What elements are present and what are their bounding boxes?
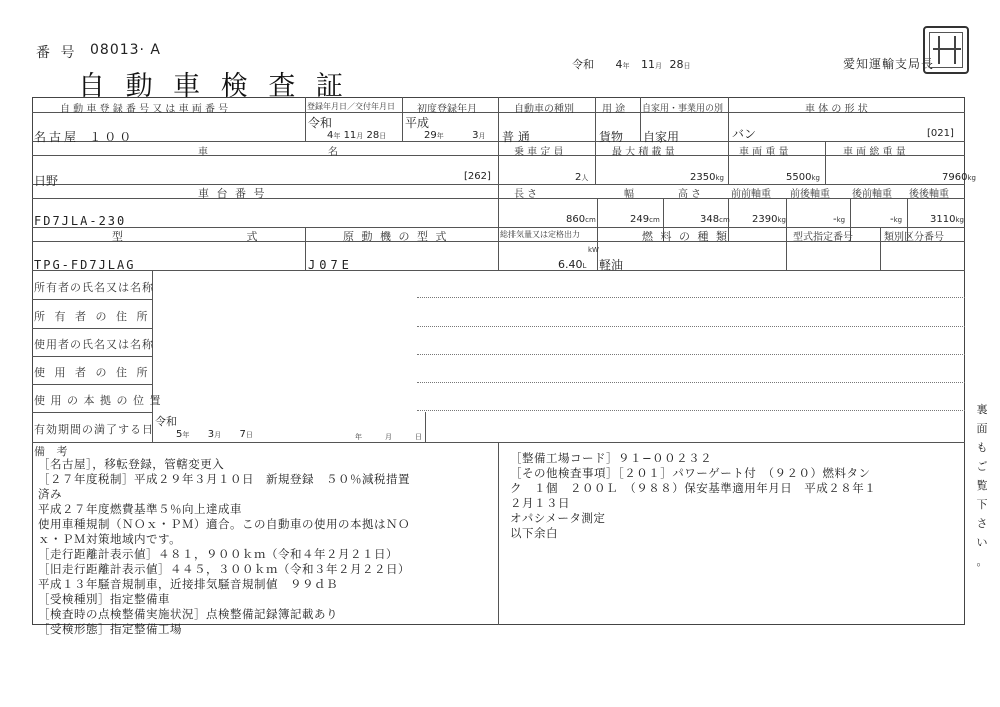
issue-day: 28 [669, 58, 684, 71]
engine-model: J07E [308, 258, 353, 272]
first-registration-date: 29年 3月 [424, 130, 486, 141]
expiry-era: 令和 [155, 415, 177, 428]
issuer: 愛知運輸支局長 [843, 57, 935, 71]
blank-month-unit: 月 [385, 433, 392, 441]
user-name-label: 使用者の氏名又は名称 [34, 338, 154, 351]
riding-capacity: 2人 [575, 172, 589, 183]
engine-model-label: 原 動 機 の 型 式 [343, 230, 449, 243]
side-note-char: 覧 [976, 479, 988, 492]
issue-date: 令和 4年 11月 28日 [572, 58, 691, 71]
chassis-number-label: 車 台 番 号 [198, 187, 267, 200]
remark-line: 以下余白 [510, 526, 558, 540]
length-label: 長 さ [514, 189, 538, 200]
remark-line: オパシメータ測定 [510, 511, 606, 525]
length: 860cm [566, 214, 596, 225]
model: TPG-FD7JLAG [34, 258, 136, 272]
remark-line: ［走行距離計表示値］４８１，９００ｋｍ（令和４年２月２１日） [38, 547, 398, 561]
remark-line: ［受検形態］指定整備工場 [38, 622, 182, 636]
remark-line: ［整備工場コード］９１−００２３２ [510, 451, 713, 465]
maker: 日野 [34, 174, 59, 188]
displacement-label: 総排気量又は定格出力 [500, 230, 580, 239]
registration-era: 令和 [308, 116, 333, 130]
body-shape-code: [021] [927, 128, 954, 139]
remark-line: 平成２７年度燃費基準５％向上達成車 [38, 502, 242, 516]
vehicle-kind-label: 自動車の種別 [514, 104, 574, 115]
body-shape: バン [732, 127, 757, 141]
use-value: 貨物 [599, 130, 624, 144]
model-label: 型 式 [112, 230, 318, 243]
remark-line: ［受検種別］指定整備車 [38, 592, 170, 606]
maker-code: [262] [464, 171, 491, 182]
vehicle-kind: 普 通 [502, 130, 530, 144]
displacement: 6.40L [558, 258, 587, 271]
front-rear-axle-label: 前後軸重 [790, 189, 830, 200]
side-note-char: も [976, 441, 988, 454]
expiry-label: 有効期間の満了する日 [34, 423, 154, 436]
registration-date-label: 登録年月日／交付年月日 [307, 102, 395, 111]
side-note-char: い [976, 536, 988, 549]
remark-line: 使用車種規制（ＮＯｘ・ＰＭ）適合。この自動車の使用の本拠はＮＯ [38, 517, 410, 531]
base-location-label: 使 用 の 本 拠 の 位 置 [34, 394, 162, 407]
private-business-label: 自家用・事業用の別 [642, 104, 724, 114]
rear-rear-axle-label: 後後軸重 [909, 189, 949, 200]
capacity-label: 乗 車 定 員 [514, 147, 564, 158]
rear-rear-axle: 3110kg [930, 214, 964, 225]
gross-weight: 7960kg [942, 172, 976, 183]
name-label: 名 [328, 147, 338, 158]
width-label: 幅 [624, 189, 634, 200]
registration-number: 名古屋 １００ [34, 130, 135, 144]
blank-year-unit: 年 [355, 433, 362, 441]
vehicle-weight-label: 車 両 重 量 [739, 147, 789, 158]
number-value: 08013· A [90, 42, 162, 58]
remark-line: ク １個 ２００Ｌ （９８８）保安基準適用年月日 平成２８年１ [510, 481, 877, 495]
use-label: 用 途 [602, 104, 626, 115]
side-note-char: 裏 [976, 403, 988, 416]
side-note-char: ご [976, 460, 988, 473]
registration-number-label: 自 動 車 登 録 番 号 又 は 車 両 番 号 [60, 104, 229, 115]
vehicle-weight: 5500kg [786, 172, 820, 183]
owner-address-label: 所 有 者 の 住 所 [34, 310, 151, 323]
remark-line: ｘ・ＰＭ対策地域内です。 [38, 532, 182, 546]
height: 348cm [700, 214, 730, 225]
remark-line: ［その他検査事項］［２０１］パワーゲート付 （９２０）燃料タン [510, 466, 871, 480]
kw-unit: kW [588, 246, 599, 254]
class-number-label: 類別区分番号 [884, 232, 944, 243]
remark-line: ［２７年度税制］平成２９年３月１０日 新規登録 ５０％減税措置 [38, 472, 410, 486]
remark-line: ［名古屋］，移転登録，管轄変更入 [38, 457, 225, 471]
side-note-char: 面 [976, 422, 988, 435]
blank-day-unit: 日 [415, 433, 422, 441]
remark-line: ［検査時の点検整備実施状況］点検整備記録簿記載あり [38, 607, 338, 621]
chassis-number: FD7JLA-230 [34, 214, 127, 228]
max-load-label: 最 大 積 載 量 [612, 147, 675, 158]
side-note-char: 。 [976, 555, 988, 568]
fuel-type-label: 燃 料 の 種 類 [642, 230, 729, 243]
maker-label: 車 [198, 147, 208, 158]
first-registration-era: 平成 [405, 116, 430, 130]
remark-line: ［旧走行距離計表示値］４４５，３００ｋｍ（令和３年２月２２日） [38, 562, 410, 576]
issue-era: 令和 [572, 58, 594, 71]
issue-month: 11 [641, 58, 655, 71]
gross-weight-label: 車 両 総 重 量 [843, 147, 906, 158]
front-front-axle: 2390kg [752, 214, 786, 225]
rear-front-axle-label: 後前軸重 [852, 189, 892, 200]
max-load: 2350kg [690, 172, 724, 183]
page-title: 自 動 車 検 査 証 [78, 71, 349, 102]
remark-line: 済み [38, 487, 62, 501]
height-label: 高 さ [678, 189, 702, 200]
private-business-value: 自家用 [643, 130, 680, 144]
remark-line: 平成１３年騒音規制車，近接排気騒音規制値 ９９ｄＢ [38, 577, 338, 591]
rear-front-axle: -kg [890, 214, 903, 225]
owner-name-label: 所有者の氏名又は名称 [34, 281, 154, 294]
width: 249cm [630, 214, 660, 225]
fuel-type: 軽油 [599, 258, 624, 272]
front-front-axle-label: 前前軸重 [731, 189, 771, 200]
first-registration-label: 初度登録年月 [417, 104, 477, 115]
user-address-label: 使 用 者 の 住 所 [34, 366, 151, 379]
body-shape-label: 車 体 の 形 状 [805, 104, 868, 115]
type-designation-label: 型式指定番号 [793, 232, 853, 243]
expiry-date: 5年 3月 7日 [176, 429, 253, 440]
registration-date: 4年 11月 28日 [327, 130, 387, 141]
number-label: 番 号 [36, 45, 78, 61]
issue-year: 4 [615, 58, 623, 71]
official-seal [923, 26, 969, 74]
remarks-label: 備 考 [34, 445, 72, 458]
front-rear-axle: -kg [833, 214, 846, 225]
side-note-char: さ [976, 517, 988, 530]
remark-line: ２月１３日 [510, 496, 570, 510]
side-note-char: 下 [976, 498, 988, 511]
